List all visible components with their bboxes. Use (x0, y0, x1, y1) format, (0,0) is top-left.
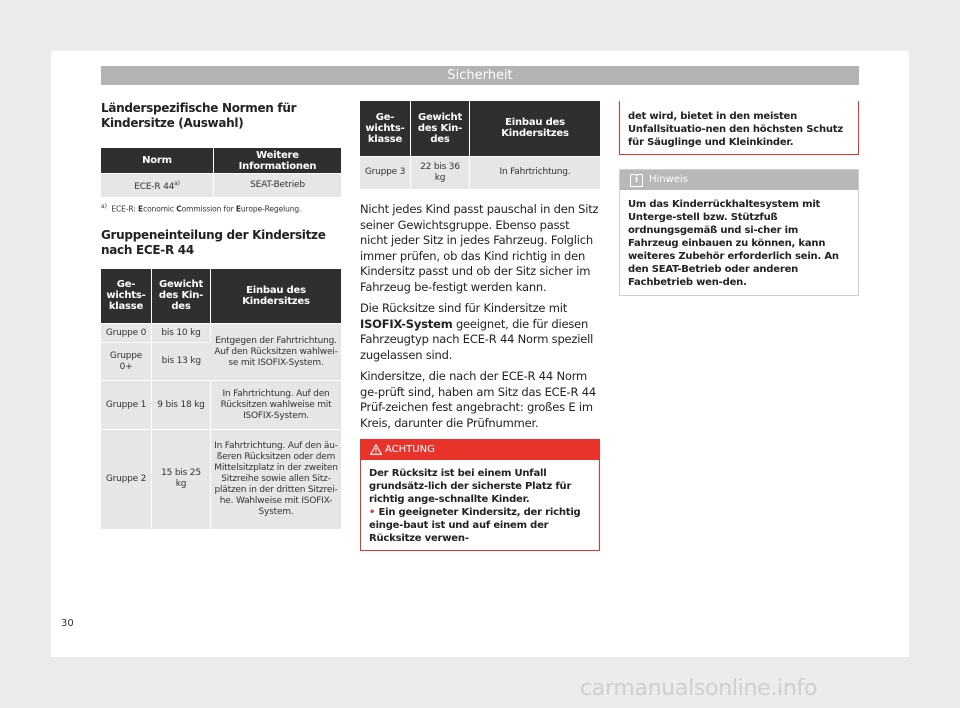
warning-title: ACHTUNG (385, 444, 435, 455)
footnote-t1: conomic (143, 204, 177, 214)
table-cell-merged: Entgegen der Fahrtrichtung. Auf den Rücksitzen wahlwei-se mit ISOFIX-System. (211, 324, 342, 381)
warning-header (361, 440, 599, 460)
table-header-install: Einbau des Kindersitzes (211, 269, 342, 324)
warning-continued-text: det wird, bietet in den meisten Unfallsituatio-nen den höchsten Schutz für Säuglinge und Kleinkinder. (628, 111, 844, 148)
page-number: 30 (61, 618, 74, 629)
hint-box (619, 169, 859, 296)
footnote-ref: a) (174, 180, 180, 187)
hint-title: Hinweis (649, 174, 688, 185)
norm-value: ECE-R 44 (134, 182, 175, 192)
table-header-norm: Norm (101, 148, 214, 174)
hint-text: Um das Kinderrückhaltesystem mit Unterge-stell bzw. Stützfuß ordnungsgemäß und si-cher im Fahrzeug einbauen zu können, kann weiteres Zubehör erforderlich sein. An den SEAT-Betrieb oder anderen Fachbetrieb wen-den. (628, 199, 839, 288)
table-header-weight: Gewicht des Kin-des (152, 269, 211, 324)
warning-bullet-item (369, 506, 591, 545)
table-cell-info: SEAT-Betrieb (214, 174, 342, 198)
heading-country-norms: Länderspezifische Normen für Kindersitze (Auswahl) (101, 101, 297, 130)
footnote-c: C (176, 204, 182, 214)
warning-text: Der Rücksitz ist bei einem Unfall grundsätz-lich der sicherste Platz für richtig ange-schnallte Kinder. (369, 468, 572, 505)
table-cell: Gruppe 3 (360, 156, 411, 189)
table-cell: Gruppe 1 (101, 381, 152, 430)
table-cell: 15 bis 25 kg (152, 430, 211, 529)
table-cell: Gruppe 0 (101, 324, 152, 343)
hint-header (620, 170, 858, 190)
table-header-install: Einbau des Kindersitzes (470, 101, 601, 156)
watermark: carmanualsonline.info (580, 676, 818, 701)
body-text (360, 202, 600, 431)
text: geeignet, die für diesen Fahrzeugtyp nach ECE-R 44 Norm speziell zugelassen sind. (360, 316, 594, 362)
table-cell: bis 10 kg (152, 324, 211, 343)
groups-table (101, 269, 341, 529)
table-cell: In Fahrtrichtung. Auf den Rücksitzen wahlweise mit ISOFIX-System. (211, 381, 342, 430)
isofix-term: ISOFIX-System (360, 316, 453, 331)
table-cell: In Fahrtrichtung. Auf den äu-ßeren Rücksitzen oder dem Mittelsitzplatz in der zweiten Sitzreihe sowie allen Sitz-plätzen in der dritten Sitzrei-he. Wahlweise mit ISOFIX-System. (211, 430, 342, 529)
warning-triangle-icon (370, 444, 382, 455)
table-cell: 22 bis 36 kg (411, 156, 470, 189)
warning-box-continued (619, 101, 859, 155)
footnote-prefix: ECE-R: (111, 204, 139, 214)
bullet-icon: • (369, 507, 376, 518)
table-header-info: Weitere Informationen (214, 148, 342, 174)
info-icon: i (630, 174, 643, 187)
footnote-e2: E (235, 204, 241, 214)
footnote-t2: ommission for (181, 204, 236, 214)
table-header-weight: Gewicht des Kin-des (411, 101, 470, 156)
text: Die Rücksitze sind für Kindersitze mit (360, 301, 568, 315)
table-cell-norm (101, 174, 214, 198)
heading-groups: Gruppeneinteilung der Kindersitze nach ECE-R 44 (101, 227, 326, 257)
group3-table (360, 101, 600, 189)
table-cell: Gruppe 0+ (101, 343, 152, 381)
footnote-mark: a) (101, 203, 107, 210)
footnote-e1: E (138, 204, 144, 214)
column-right (619, 101, 859, 296)
column-left (101, 101, 341, 529)
table-header-class: Ge-wichts-klasse (101, 269, 152, 324)
section-header: Sicherheit (101, 66, 859, 85)
table-cell: Gruppe 2 (101, 430, 152, 529)
column-middle (360, 101, 600, 551)
paragraph-isofix (360, 301, 600, 363)
table-cell: 9 bis 18 kg (152, 381, 211, 430)
paragraph: Kindersitze, die nach der ECE-R 44 Norm ge-prüft sind, haben am Sitz das ECE-R 44 Prüf-zeichen fest angebracht: großes E im Kreis, darunter die Prüfnummer. (360, 369, 596, 430)
norms-table (101, 148, 341, 197)
table-cell: In Fahrtrichtung. (470, 156, 601, 189)
paragraph: Nicht jedes Kind passt pauschal in den Sitz seiner Gewichtsgruppe. Ebenso passt nicht jeder Sitz in jedes Fahrzeug. Folglich immer prüfen, ob das Kind richtig in den Kindersitz passt und ob der Sitz sicher im Fahrzeug be-festigt werden kann. (360, 202, 599, 294)
warning-body (361, 460, 599, 550)
warning-bullet-text: Ein geeigneter Kindersitz, der richtig einge-baut ist und auf einem der Rücksitze verwen- (369, 507, 581, 544)
footnote-t3: urope-Regelung. (240, 204, 302, 214)
warning-box (360, 439, 600, 551)
table-cell: bis 13 kg (152, 343, 211, 381)
table-header-class: Ge-wichts-klasse (360, 101, 411, 156)
footnote (101, 203, 341, 214)
